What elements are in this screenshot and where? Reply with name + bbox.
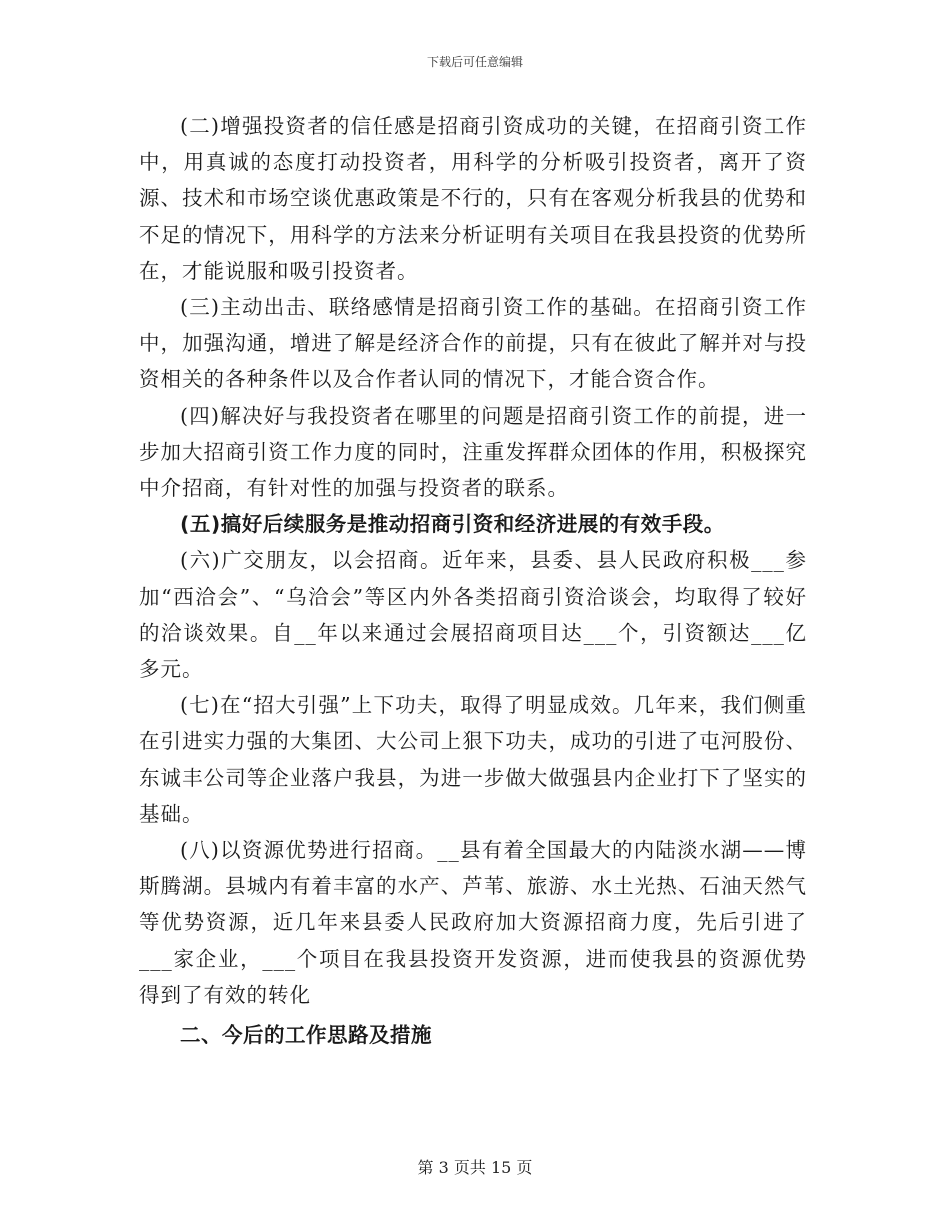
paragraph-7: (七)在“招大引强”上下功夫，取得了明显成效。几年来，我们侧重在引进实力强的大集团、大公司上狠下功夫，成功的引进了屯河股份、东诚丰公司等企业落户我县，为进一步做大做强县内企业打下了坚实的基础。 — [139, 693, 807, 826]
document-body — [139, 108, 807, 1053]
page-header: 下载后可任意编辑 — [426, 55, 523, 69]
paragraph-6: (六)广交朋友，以会招商。近年来，县委、县人民政府积极___参加“西洽会”、“乌洽会”等区内外各类招商引资洽谈会，均取得了较好的洽谈效果。自__年以来通过会展招商项目达___个，引资额达___亿多元。 — [139, 548, 807, 682]
section-heading: 二、今后的工作思路及措施 — [180, 1023, 432, 1048]
paragraph-3: (三)主动出击、联络感情是招商引资工作的基础。在招商引资工作中，加强沟通，增进了解是经济合作的前提，只有在彼此了解并对与投资相关的各种条件以及合作者认同的情况下，才能合资合作。 — [139, 295, 807, 392]
paragraph-2: (二)增强投资者的信任感是招商引资成功的关键，在招商引资工作中，用真诚的态度打动投资者，用科学的分析吸引投资者，离开了资源、技术和市场空谈优惠政策是不行的，只有在客观分析我县的优势和不足的情况下，用科学的方法来分析证明有关项目在我县投资的优势所在，才能说服和吸引投资者。 — [139, 114, 807, 283]
paragraph-4: (四)解决好与我投资者在哪里的问题是招商引资工作的前提，进一步加大招商引资工作力度的同时，注重发挥群众团体的作用，积极探究中介招商，有针对性的加强与投资者的联系。 — [139, 403, 807, 501]
paragraph-8: (八)以资源优势进行招商。__县有着全国最大的内陆淡水湖——博斯腾湖。县城内有着丰富的水产、芦苇、旅游、水土光热、石油天然气等优势资源，近几年来县委人民政府加大资源招商力度，先后引进了___家企业，___个项目在我县投资开发资源，进而使我县的资源优势得到了有效的转化 — [139, 838, 807, 1007]
page-footer: 第 3 页共 15 页 — [417, 1158, 533, 1177]
paragraph-5: (五)搞好后续服务是推动招商引资和经济进展的有效手段。 — [180, 512, 725, 537]
